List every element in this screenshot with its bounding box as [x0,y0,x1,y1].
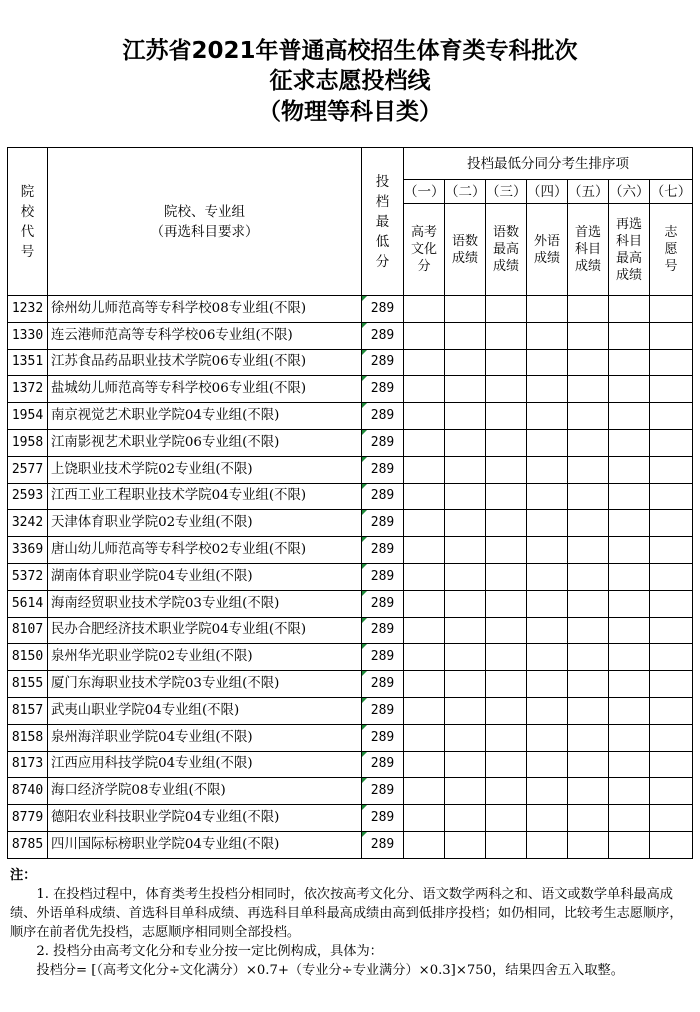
table-row [8,563,693,590]
tie-cell [527,563,568,590]
tie-cell [527,697,568,724]
tie-cell [404,349,445,376]
school-name: 江西应用科技学院04专业组(不限) [48,751,362,778]
tie-cell [527,751,568,778]
tie-cell [609,376,650,403]
table-row [8,322,693,349]
table-row [8,349,693,376]
tie-cell [650,376,693,403]
tie-cell [609,644,650,671]
min-score: 289 [362,590,404,617]
min-score: 289 [362,697,404,724]
min-score: 289 [362,617,404,644]
tie-cell [568,590,609,617]
tie-cell [486,617,527,644]
tie-cell [527,349,568,376]
tie-cell [486,483,527,510]
tie-cell [568,456,609,483]
tie-cell [445,429,486,456]
tie-cell [404,751,445,778]
school-name: 厦门东海职业技术学院03专业组(不限) [48,671,362,698]
header-order-4: （四） [527,180,568,204]
school-code: 2593 [8,483,48,510]
tie-cell [527,296,568,323]
tie-cell [486,456,527,483]
tie-cell [609,349,650,376]
school-name: 南京视觉艺术职业学院04专业组(不限) [48,403,362,430]
tie-cell [650,510,693,537]
tie-cell [568,510,609,537]
note-3: 投档分= [（高考文化分÷文化满分）×0.7+（专业分÷专业满分）×0.3]×750，结果四舍五入取整。 [36,963,624,978]
tie-cell [650,429,693,456]
tie-cell [609,697,650,724]
min-score: 289 [362,778,404,805]
tie-cell [568,617,609,644]
tie-cell [650,590,693,617]
school-code: 8173 [8,751,48,778]
tie-cell [404,644,445,671]
tie-cell [568,429,609,456]
school-code: 1330 [8,322,48,349]
min-score: 289 [362,349,404,376]
tie-cell [609,563,650,590]
tie-cell [445,671,486,698]
tie-cell [445,724,486,751]
table-row [8,697,693,724]
tie-cell [568,778,609,805]
table-row [8,537,693,564]
notes [10,866,692,980]
tie-cell [445,617,486,644]
tie-cell [568,831,609,858]
tie-cell [568,644,609,671]
school-name: 连云港师范高等专科学校06专业组(不限) [48,322,362,349]
table-row [8,751,693,778]
tie-cell [568,296,609,323]
tie-cell [527,403,568,430]
tie-cell [650,697,693,724]
doc-title-line1: 江苏省2021年普通高校招生体育类专科批次 [122,38,578,64]
header-order-3: （三） [486,180,527,204]
tie-cell [609,483,650,510]
tie-cell [527,724,568,751]
tie-cell [650,751,693,778]
tie-cell [568,724,609,751]
min-score: 289 [362,403,404,430]
table-row [8,456,693,483]
tie-cell [404,724,445,751]
tie-cell [404,510,445,537]
header-order-2: （二） [445,180,486,204]
header-item-2: 语数成绩 [445,204,486,296]
tie-cell [650,617,693,644]
tie-cell [404,671,445,698]
school-name: 江西工业工程职业技术学院04专业组(不限) [48,483,362,510]
school-code: 8779 [8,805,48,832]
tie-cell [445,510,486,537]
admission-table [7,147,693,859]
table-row [8,510,693,537]
tie-cell [445,376,486,403]
tie-cell [609,322,650,349]
tie-cell [486,563,527,590]
tie-cell [650,563,693,590]
tie-cell [486,805,527,832]
school-code: 1372 [8,376,48,403]
header-code: 院校代号 [8,148,48,296]
tie-cell [568,805,609,832]
tie-cell [650,456,693,483]
school-name: 四川国际标榜职业学院04专业组(不限) [48,831,362,858]
tie-cell [527,617,568,644]
tie-cell [609,429,650,456]
tie-cell [404,322,445,349]
tie-cell [486,349,527,376]
tie-cell [527,510,568,537]
min-score: 289 [362,751,404,778]
tie-cell [568,537,609,564]
tie-cell [404,429,445,456]
min-score: 289 [362,537,404,564]
tie-cell [486,831,527,858]
doc-title-line3: （物理等科目类） [258,99,442,125]
tie-cell [404,483,445,510]
school-name: 天津体育职业学院02专业组(不限) [48,510,362,537]
table-row [8,376,693,403]
tie-cell [650,831,693,858]
tie-cell [445,644,486,671]
tie-cell [445,751,486,778]
min-score: 289 [362,563,404,590]
tie-cell [527,376,568,403]
school-code: 1958 [8,429,48,456]
note-2: 2. 投档分由高考文化分和专业分按一定比例构成，具体为： [36,944,383,959]
school-code: 8107 [8,617,48,644]
tie-cell [527,590,568,617]
tie-cell [527,483,568,510]
tie-cell [486,697,527,724]
tie-cell [527,429,568,456]
tie-cell [486,510,527,537]
school-name: 上饶职业技术学院02专业组(不限) [48,456,362,483]
tie-cell [445,590,486,617]
table-row [8,724,693,751]
tie-cell [486,376,527,403]
tie-cell [404,537,445,564]
header-item-7: 志愿号 [650,204,693,296]
table-row [8,429,693,456]
header-tie-group: 投档最低分同分考生排序项 [404,148,693,180]
tie-cell [445,697,486,724]
header-order-7: （七） [650,180,693,204]
tie-cell [445,456,486,483]
tie-cell [527,778,568,805]
tie-cell [568,483,609,510]
tie-cell [609,590,650,617]
tie-cell [404,456,445,483]
tie-cell [404,617,445,644]
tie-cell [568,403,609,430]
tie-cell [527,456,568,483]
tie-cell [650,724,693,751]
header-order-1: （一） [404,180,445,204]
tie-cell [609,671,650,698]
school-name: 海南经贸职业技术学院03专业组(不限) [48,590,362,617]
table-row [8,403,693,430]
min-score: 289 [362,429,404,456]
header-item-4: 外语成绩 [527,204,568,296]
table-row [8,778,693,805]
tie-cell [650,805,693,832]
school-code: 8157 [8,697,48,724]
school-code: 1954 [8,403,48,430]
header-item-1: 高考文化分 [404,204,445,296]
school-name: 湖南体育职业学院04专业组(不限) [48,563,362,590]
tie-cell [445,831,486,858]
tie-cell [568,671,609,698]
tie-cell [609,831,650,858]
school-code: 8155 [8,671,48,698]
header-item-6: 再选科目最高成绩 [609,204,650,296]
tie-cell [609,778,650,805]
school-code: 8740 [8,778,48,805]
school-code: 1232 [8,296,48,323]
tie-cell [650,483,693,510]
school-name: 泉州海洋职业学院04专业组(不限) [48,724,362,751]
tie-cell [609,617,650,644]
min-score: 289 [362,296,404,323]
tie-cell [609,510,650,537]
tie-cell [486,296,527,323]
tie-cell [609,403,650,430]
tie-cell [527,671,568,698]
tie-cell [568,563,609,590]
tie-cell [445,483,486,510]
tie-cell [486,590,527,617]
tie-cell [404,805,445,832]
school-name: 盐城幼儿师范高等专科学校06专业组(不限) [48,376,362,403]
min-score: 289 [362,805,404,832]
tie-cell [650,644,693,671]
school-name: 江苏食品药品职业技术学院06专业组(不限) [48,349,362,376]
school-name: 海口经济学院08专业组(不限) [48,778,362,805]
tie-cell [404,697,445,724]
doc-title-line2: 征求志愿投档线 [269,68,431,94]
tie-cell [445,778,486,805]
table-row [8,590,693,617]
tie-cell [650,322,693,349]
tie-cell [404,831,445,858]
notes-label: 注： [10,868,37,883]
note-1: 1. 在投档过程中，体育类考生投档分相同时，依次按高考文化分、语文数学两科之和、语文或数学单科最高成绩、外语单科成绩、首选科目单科成绩、再选科目单科最高成绩由高到低排序投档；如仍相同，比较考生志愿顺序，顺序在前者优先投档，志愿顺序相同则全部投档。 [10,887,683,940]
min-score: 289 [362,831,404,858]
tie-cell [609,537,650,564]
tie-cell [527,537,568,564]
school-code: 3369 [8,537,48,564]
tie-cell [568,751,609,778]
min-score: 289 [362,724,404,751]
tie-cell [527,805,568,832]
tie-cell [650,403,693,430]
tie-cell [486,671,527,698]
tie-cell [486,751,527,778]
school-code: 2577 [8,456,48,483]
tie-cell [568,697,609,724]
tie-cell [445,805,486,832]
table-row [8,644,693,671]
tie-cell [609,724,650,751]
tie-cell [609,296,650,323]
tie-cell [609,751,650,778]
min-score: 289 [362,456,404,483]
tie-cell [609,456,650,483]
tie-cell [404,778,445,805]
header-school: 院校、专业组 （再选科目要求） [48,148,362,296]
tie-cell [486,724,527,751]
header-item-3: 语数最高成绩 [486,204,527,296]
tie-cell [650,537,693,564]
school-code: 8785 [8,831,48,858]
table-row [8,617,693,644]
tie-cell [445,403,486,430]
header-order-6: （六） [609,180,650,204]
tie-cell [486,644,527,671]
tie-cell [486,403,527,430]
header-score: 投档最低分 [362,148,404,296]
tie-cell [445,563,486,590]
min-score: 289 [362,644,404,671]
tie-cell [486,778,527,805]
school-code: 5614 [8,590,48,617]
tie-cell [568,322,609,349]
school-code: 5372 [8,563,48,590]
tie-cell [404,296,445,323]
table-row [8,296,693,323]
header-order-5: （五） [568,180,609,204]
school-name: 江南影视艺术职业学院06专业组(不限) [48,429,362,456]
table-row [8,805,693,832]
tie-cell [404,403,445,430]
tie-cell [486,322,527,349]
tie-cell [527,322,568,349]
tie-cell [445,296,486,323]
school-code: 3242 [8,510,48,537]
min-score: 289 [362,376,404,403]
tie-cell [404,590,445,617]
tie-cell [404,563,445,590]
min-score: 289 [362,322,404,349]
tie-cell [445,349,486,376]
tie-cell [650,778,693,805]
tie-cell [445,537,486,564]
school-name: 德阳农业科技职业学院04专业组(不限) [48,805,362,832]
min-score: 289 [362,510,404,537]
tie-cell [609,805,650,832]
tie-cell [650,296,693,323]
tie-cell [650,349,693,376]
tie-cell [650,671,693,698]
tie-cell [445,322,486,349]
min-score: 289 [362,483,404,510]
school-name: 唐山幼儿师范高等专科学校02专业组(不限) [48,537,362,564]
school-name: 民办合肥经济技术职业学院04专业组(不限) [48,617,362,644]
tie-cell [527,644,568,671]
table-row [8,671,693,698]
table-row [8,831,693,858]
school-name: 徐州幼儿师范高等专科学校08专业组(不限) [48,296,362,323]
min-score: 289 [362,671,404,698]
school-code: 8158 [8,724,48,751]
school-code: 1351 [8,349,48,376]
school-name: 泉州华光职业学院02专业组(不限) [48,644,362,671]
school-code: 8150 [8,644,48,671]
table-row [8,483,693,510]
tie-cell [568,376,609,403]
tie-cell [568,349,609,376]
tie-cell [527,831,568,858]
tie-cell [486,537,527,564]
school-name: 武夷山职业学院04专业组(不限) [48,697,362,724]
header-item-5: 首选科目成绩 [568,204,609,296]
tie-cell [404,376,445,403]
tie-cell [486,429,527,456]
